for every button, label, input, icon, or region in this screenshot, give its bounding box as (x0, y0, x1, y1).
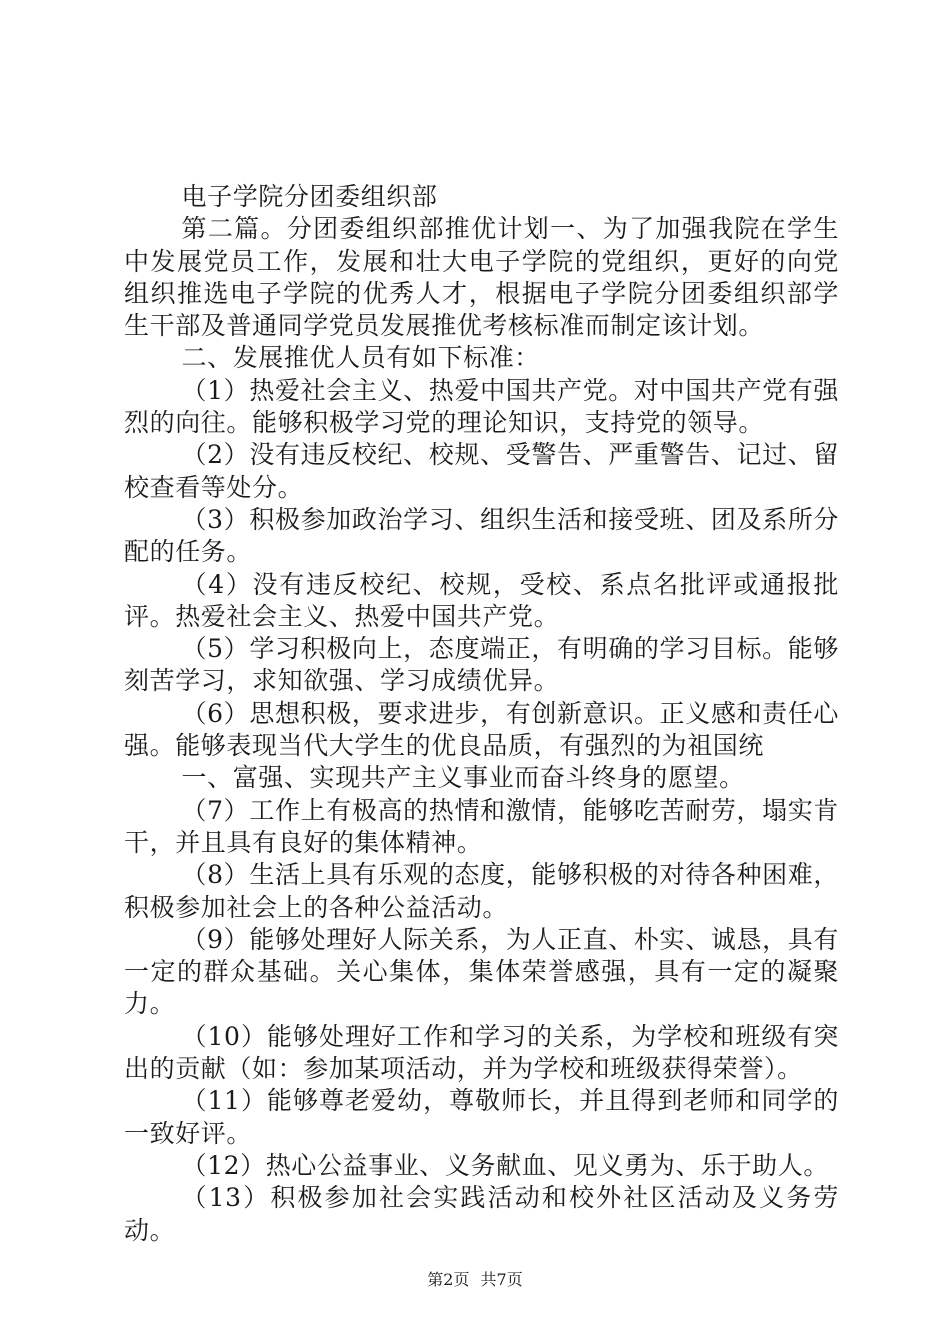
paragraph-heading: 电子学院分团委组织部 (181, 182, 438, 211)
paragraph-item-9: （9）能够处理好人际关系，为人正直、朴实、诚恳，具有一定的群众基础。关心集体，集体荣誉感强，具有一定的凝聚力。 (124, 924, 839, 1019)
paragraph-item-7: （7）工作上有极高的热情和激情，能够吃苦耐劳，塌实肯干，并且具有良好的集体精神。 (124, 795, 839, 857)
paragraph-item-8: （8）生活上具有乐观的态度，能够积极的对待各种困难，积极参加社会上的各种公益活动。 (124, 860, 839, 922)
paragraph-item-10: （10）能够处理好工作和学习的关系，为学校和班级有突出的贡献（如：参加某项活动，并为学校和班级获得荣誉）。 (124, 1021, 839, 1084)
page-footer (0, 1270, 950, 1290)
paragraph-item-2: （2）没有违反校纪、校规、受警告、严重警告、记过、留校查看等处分。 (124, 440, 839, 502)
paragraph-item-3: （3）积极参加政治学习、组织生活和接受班、团及系所分配的任务。 (124, 504, 839, 567)
paragraph-section-title: 二、发展推优人员有如下标准： (181, 343, 540, 373)
document-body (124, 181, 839, 1247)
paragraph-item-12: （12）热心公益事业、义务献血、见义勇为、乐于助人。 (181, 1150, 829, 1180)
paragraph-item-11: （11）能够尊老爱幼，尊敬师长，并且得到老师和同学的一致好评。 (124, 1086, 839, 1148)
page-number: 第2页 (427, 1270, 470, 1289)
paragraph-item-6: （6）思想积极，要求进步，有创新意识。正义感和责任心强。能够表现当代大学生的优良品质，有强烈的为祖国统 (124, 698, 839, 761)
paragraph-item-1: （1）热爱社会主义、热爱中国共产党。对中国共产党有强烈的向往。能够积极学习党的理论知识，支持党的领导。 (124, 375, 839, 438)
paragraph-intro: 第二篇。分团委组织部推优计划一、为了加强我院在学生中发展党员工作，发展和壮大电子学院的党组织，更好的向党组织推选电子学院的优秀人才，根据电子学院分团委组织部学生干部及普通同学党员发展推优考核标准而制定该计划。 (124, 214, 839, 341)
paragraph-item-5: （5）学习积极向上，态度端正，有明确的学习目标。能够刻苦学习，求知欲强、学习成绩优异。 (124, 634, 839, 696)
page-total: 共7页 (480, 1270, 523, 1289)
paragraph-item-4: （4）没有违反校纪、校规，受校、系点名批评或通报批评。热爱社会主义、热爱中国共产党。 (124, 569, 839, 631)
paragraph-item-13: （13）积极参加社会实践活动和校外社区活动及义务劳动。 (124, 1183, 839, 1245)
paragraph-item-6-continued: 一、富强、实现共产主义事业而奋斗终身的愿望。 (181, 763, 745, 793)
